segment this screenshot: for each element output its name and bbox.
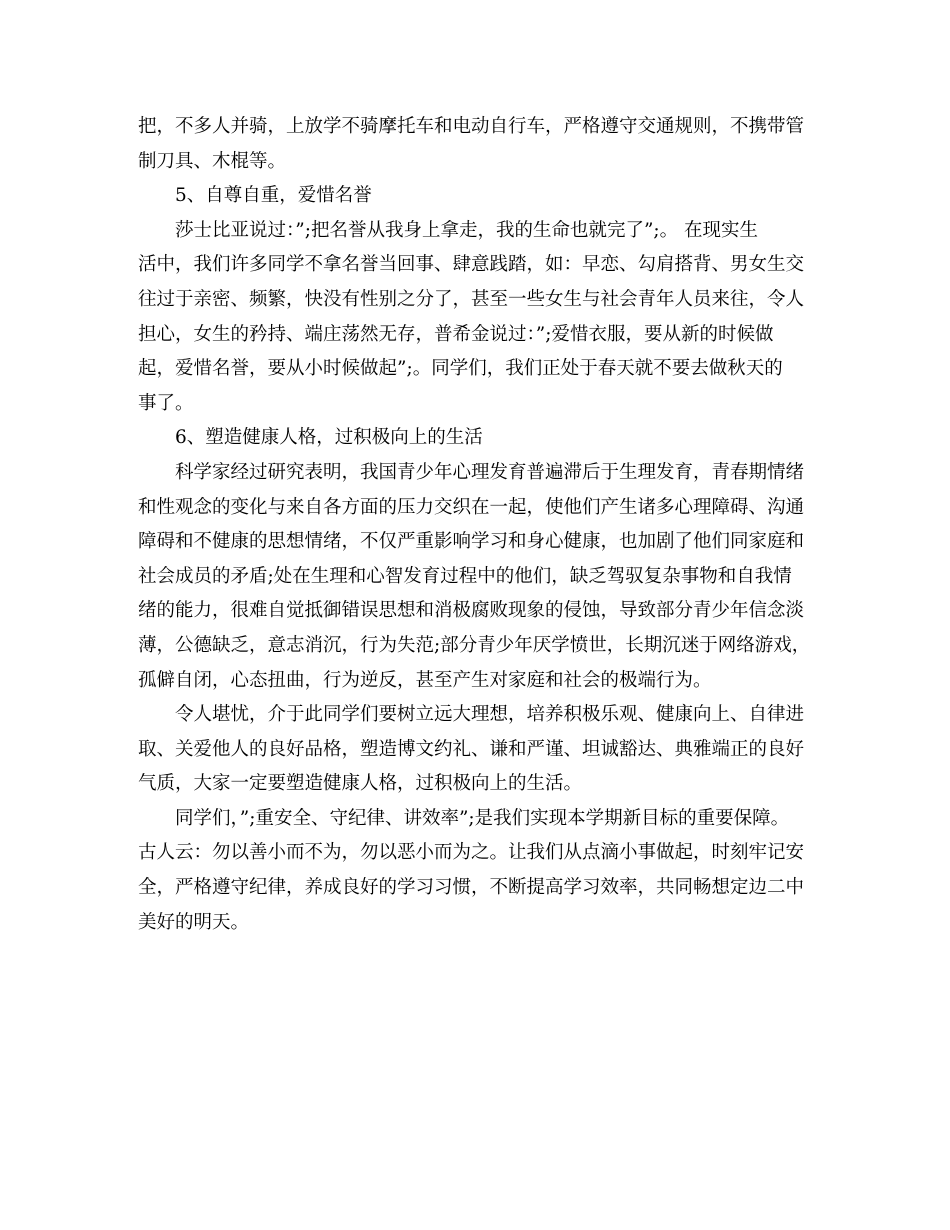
text-line: 令人堪忧，介于此同学们要树立远大理想，培养积极乐观、健康向上、自律进 bbox=[175, 704, 805, 726]
text-line: 担心，女生的矜持、端庄荡然无存，普希金说过：”;爱惜衣服，要从新的时候做 bbox=[138, 323, 774, 345]
text-line: 活中，我们许多同学不拿名誉当回事、肆意践踏，如：早恋、勾肩搭背、男女生交 bbox=[138, 254, 805, 276]
text-line: 事了。 bbox=[138, 392, 194, 414]
text-line: 气质，大家一定要塑造健康人格，过积极向上的生活。 bbox=[138, 773, 583, 795]
text-line: 同学们，”;重安全、守纪律、讲效率”;是我们实现本学期新目标的重要保障。 bbox=[175, 807, 790, 829]
text-line: 全，严格遵守纪律，养成良好的学习习惯，不断提高学习效率，共同畅想定边二中 bbox=[138, 877, 805, 899]
text-line: 6、塑造健康人格，过积极向上的生活 bbox=[175, 427, 483, 449]
text-line: 取、关爱他人的良好品格，塑造博文约礼、谦和严谨、坦诚豁达、典雅端正的良好 bbox=[138, 738, 805, 760]
text-line: 制刀具、木棍等。 bbox=[138, 150, 287, 172]
text-line: 障碍和不健康的思想情绪，不仅严重影响学习和身心健康，也加剧了他们同家庭和 bbox=[138, 531, 805, 553]
text-line: 5、自尊自重，爱惜名誉 bbox=[175, 185, 372, 207]
text-line: 古人云：勿以善小而不为，勿以恶小而为之。让我们从点滴小事做起，时刻牢记安 bbox=[138, 842, 805, 864]
text-line: 科学家经过研究表明，我国青少年心理发育普遍滞后于生理发育，青春期情绪 bbox=[175, 461, 805, 483]
text-line: 孤僻自闭，心态扭曲，行为逆反，甚至产生对家庭和社会的极端行为。 bbox=[138, 669, 712, 691]
text-line: 莎士比亚说过：”;把名誉从我身上拿走，我的生命也就完了”;。 在现实生 bbox=[175, 219, 759, 241]
document-page bbox=[138, 110, 820, 940]
text-line: 和性观念的变化与来自各方面的压力交织在一起，使他们产生诸多心理障碍、沟通 bbox=[138, 496, 805, 518]
text-line: 薄，公德缺乏，意志消沉，行为失范;部分青少年厌学愤世，长期沉迷于网络游戏， bbox=[138, 634, 811, 656]
text-line: 起，爱惜名誉，要从小时候做起”;。同学们，我们正处于春天就不要去做秋天的 bbox=[138, 358, 783, 380]
text-line: 往过于亲密、频繁，快没有性别之分了，甚至一些女生与社会青年人员来往，令人 bbox=[138, 288, 805, 310]
text-line: 社会成员的矛盾;处在生理和心智发育过程中的他们，缺乏驾驭复杂事物和自我情 bbox=[138, 565, 792, 587]
text-line: 绪的能力，很难自觉抵御错误思想和消极腐败现象的侵蚀，导致部分青少年信念淡 bbox=[138, 600, 805, 622]
text-line: 美好的明天。 bbox=[138, 911, 250, 933]
text-line: 把，不多人并骑，上放学不骑摩托车和电动自行车，严格遵守交通规则，不携带管 bbox=[138, 116, 805, 137]
